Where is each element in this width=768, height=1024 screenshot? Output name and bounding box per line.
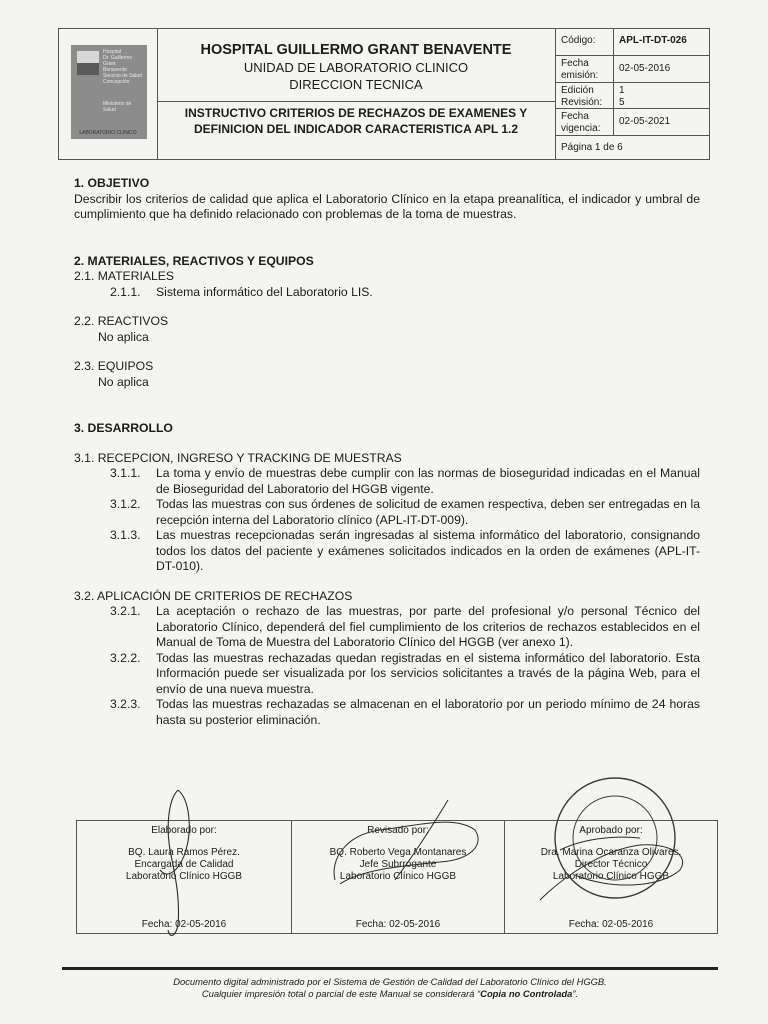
logo-line: Concepción <box>103 79 130 85</box>
meta-label-edicion: Edición <box>561 85 594 96</box>
section-2-title: 2. MATERIALES, REACTIVOS Y EQUIPOS <box>74 253 314 268</box>
item-number: 3.2.2. <box>110 650 141 665</box>
section-2-2-text: No aplica <box>98 329 149 344</box>
signer-name: Dra. Marina Ocaranza Olivares, <box>540 847 682 858</box>
item-text: La toma y envío de muestras debe cumplir con las normas de bioseguridad indicadas en el Manual de Bioseguridad del Laboratorio del HGGB vigente. <box>156 466 700 496</box>
hospital-name: HOSPITAL GUILLERMO GRANT BENAVENTE <box>200 42 512 58</box>
signer-role: Director Técnico <box>574 859 648 870</box>
logo-line: Hospital <box>103 49 122 55</box>
item-number: 3.2.3. <box>110 697 141 711</box>
signer-org: Laboratorio Clínico HGGB <box>125 871 243 882</box>
signature-label: Elaborado por: <box>151 825 217 836</box>
item-text: La aceptación o rechazo de las muestras, por parte del profesional y/o personal Técnico del Laboratorio Clínico, dependerá del fiel cumplimiento de los criterios de rechazos establecidos en el Manual de Toma de Muestra del Laboratorio Clínico del HGGB (ver anexo 1). <box>156 604 700 649</box>
item-text: Todas las muestras rechazadas se almacenan en el laboratorio por un periodo mínimo de 24 horas hasta su posterior eliminación. <box>156 697 700 727</box>
meta-label-revision: Revisión: <box>561 96 603 108</box>
handwritten-signature-1 <box>160 790 189 935</box>
signer-name: BQ. Roberto Vega Montanares <box>329 847 467 858</box>
item-text: Sistema informático del Laboratorio LIS. <box>156 284 373 299</box>
page-number: Página 1 de 6 <box>561 142 623 153</box>
direction-name: DIRECCION TECNICA <box>289 77 423 92</box>
signer-org: Laboratorio Clínico HGGB <box>552 871 670 882</box>
logo-caption: LABORATORIO CLINICO <box>79 130 137 136</box>
meta-label: Código: <box>561 35 596 46</box>
unit-name: UNIDAD DE LABORATORIO CLINICO <box>243 60 469 75</box>
signature-label: Revisado por: <box>367 825 429 836</box>
section-3-title: 3. DESARROLLO <box>74 421 173 435</box>
logo-line: Salud <box>103 107 116 113</box>
meta-value: 02-05-2016 <box>619 63 671 74</box>
handwritten-signature-2 <box>334 800 478 884</box>
signer-org: Laboratorio Clínico HGGB <box>339 871 457 882</box>
footer-text: Cualquier impresión total o parcial de este Manual se considerará “ <box>201 988 481 999</box>
meta-value: APL-IT-DT-026 <box>619 35 687 46</box>
signer-role: Encargada de Calidad <box>134 859 234 870</box>
logo-line: Ministerio de <box>103 101 132 107</box>
section-2-2-title: 2.2. REACTIVOS <box>74 314 169 328</box>
meta-value-edicion: 1 <box>619 85 625 96</box>
footer-line-2 <box>62 988 718 1000</box>
signature-date: Fecha: 02-05-2016 <box>355 919 441 930</box>
footer-emphasis: Copia no Controlada <box>480 988 573 999</box>
section-2-3-title: 2.3. EQUIPOS <box>74 359 154 373</box>
logo-line: Grant <box>103 61 116 67</box>
logo-line: Benavente <box>103 67 127 73</box>
section-2-3-text: No aplica <box>98 374 149 389</box>
section-3-2-title: 3.2. APLICACIÓN DE CRITERIOS DE RECHAZOS <box>74 588 353 603</box>
meta-label: Fecha vigencia: <box>561 111 601 134</box>
item-text: Las muestras recepcionadas serán ingresadas al sistema informático del laboratorio, consignando todos los datos del paciente y exámenes solicitados indicados en la orden de exámenes (APL-IT-DT-010). <box>156 528 700 573</box>
section-2-1-title: 2.1. MATERIALES <box>74 269 175 283</box>
footer-line-1: Documento digital administrado por el Sistema de Gestión de Calidad del Laboratorio Clínico del HGGB. <box>173 976 607 987</box>
section-1-title: 1. OBJETIVO <box>74 176 150 190</box>
handwritten-signature-3 <box>540 837 683 900</box>
signer-name: BQ. Laura Ramos Pérez. <box>128 847 240 858</box>
item-number: 3.1.3. <box>110 528 141 542</box>
item-text: Todas las muestras con sus órdenes de solicitud de examen respectiva, deben ser entregadas en la recepción interna del Laboratorio clínico (APL-IT-DT-009). <box>156 497 700 527</box>
logo-line: Dr. Guillermo <box>103 55 133 61</box>
meta-value: 02-05-2021 <box>619 116 671 127</box>
logo-line: Servicio de Salud <box>103 73 142 79</box>
meta-value-revision: 5 <box>619 96 625 108</box>
meta-label: Fecha emisión: <box>561 58 599 81</box>
item-text: Todas las muestras rechazadas quedan registradas en el sistema informático del laboratorio. Esta Información puede ser visualizada por los servicios solicitantes a través de la página Web, para el envío de una nueva muestra. <box>156 650 700 696</box>
section-3-1-title: 3.1. RECEPCION, INGRESO Y TRACKING DE MUESTRAS <box>74 450 402 465</box>
footer-divider <box>62 967 718 970</box>
laboratory-stamp <box>555 778 675 898</box>
signature-date: Fecha: 02-05-2016 <box>141 919 227 930</box>
document-title: INSTRUCTIVO CRITERIOS DE RECHAZOS DE EXAMENES Y DEFINICION DEL INDICADOR CARACTERISTICA APL 1.2 <box>184 106 528 136</box>
signature-date: Fecha: 02-05-2016 <box>568 919 654 930</box>
document-footer <box>62 976 718 1000</box>
item-number: 3.1.1. <box>110 466 141 480</box>
signer-role: Jefe Subrrogante <box>359 859 437 870</box>
item-number: 3.1.2. <box>110 497 141 511</box>
item-number: 2.1.1. <box>110 284 141 299</box>
section-1-text: Describir los criterios de calidad que aplica el Laboratorio Clínico en la etapa preanalítica, el indicador y umbral de cumplimiento que ha definido relacionado con problemas de la toma de muestras. <box>74 191 700 221</box>
item-number: 3.2.1. <box>110 604 141 618</box>
footer-text-end: ”. <box>572 988 579 999</box>
signature-label: Aprobado por: <box>579 825 643 836</box>
